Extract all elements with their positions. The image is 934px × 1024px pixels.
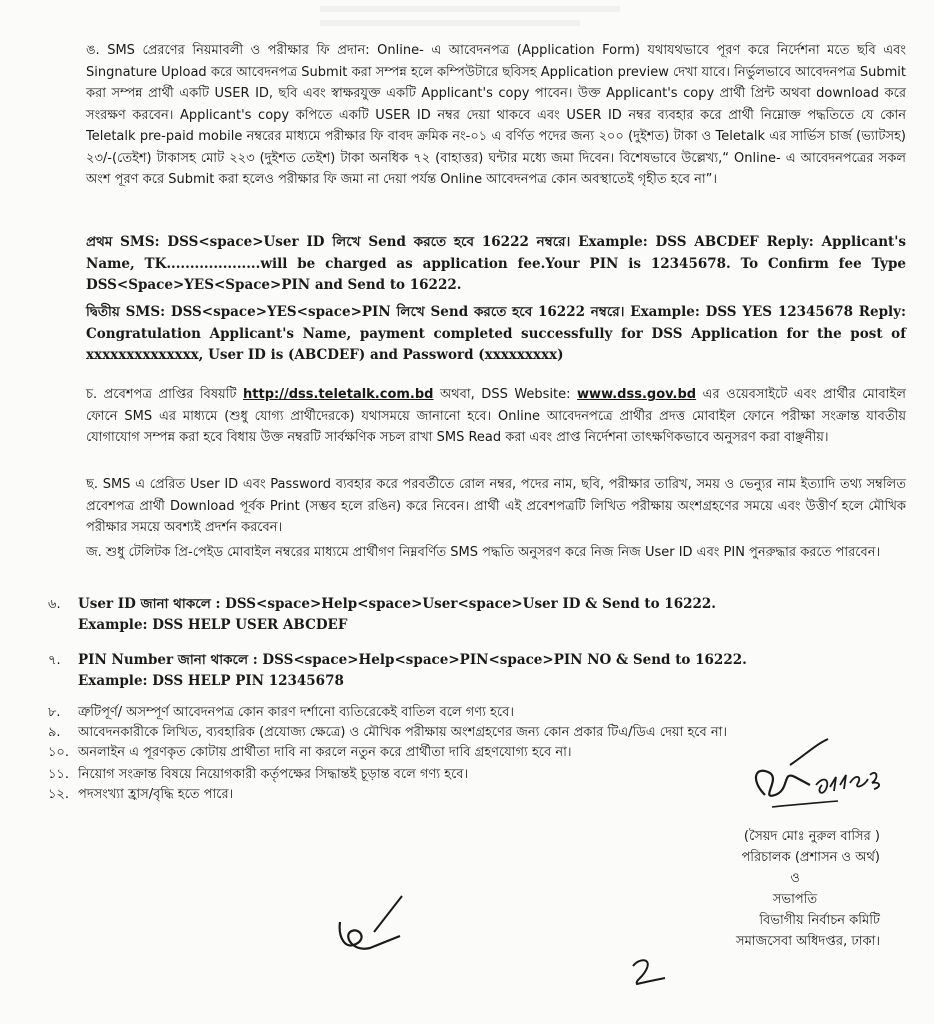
- list-item: ১২. পদসংখ্যা হ্রাস/বৃদ্ধি হতে পারে।: [48, 787, 234, 802]
- list-item: ৯. আবেদনকারীকে লিখিত, ব্যবহারিক (প্রযোজ্য ক্ষেত্রে) ও মৌখিক পরীক্ষায় অংশগ্রহণের জন্য কোন প্রকার টিএ/ডিএ দেয়া হবে না।: [48, 725, 728, 740]
- section-admit-card: [86, 384, 906, 449]
- signatory-committee: বিভাগীয় নির্বাচন কমিটি: [759, 913, 880, 928]
- section-sms-rules: [86, 40, 906, 191]
- handwritten-mark: [625, 950, 675, 990]
- signatory-role: সভাপতি: [772, 892, 818, 907]
- bleed-through: [320, 6, 620, 12]
- handwritten-signature-date: [720, 725, 890, 815]
- signatory-block: [600, 826, 880, 952]
- list-item: ৭. PIN Number জানা থাকলে : DSS<space>Help<space>PIN<space>PIN NO & Send to 16222. Example: DSS HELP PIN 12345678: [48, 652, 747, 689]
- signatory-name: (সৈয়দ মোঃ নুরুল বাসির ): [743, 829, 880, 844]
- paragraph-second-sms: দ্বিতীয় SMS: DSS<space>YES<space>PIN লিখে Send করতে হবে 16222 নম্বরে। Example: DSS YES 12345678 Reply: Congratulation Applicant's Name, payment completed successfully for DSS Application for the post of xxxxxxxxxxxxxx, User ID is (ABCDEF) and Password (xxxxxxxxx): [86, 304, 906, 363]
- paragraph-first-sms: প্রথম SMS: DSS<space>User ID লিখে Send করতে হবে 16222 নম্বরে। Example: DSS ABCDEF Reply: Applicant's Name, TK....................will be charged as application fee.Your PIN is 12345678. To Confirm fee Type DSS<Space>YES<Space>PIN and Send to 16222.: [86, 234, 906, 293]
- section-second-sms: [86, 302, 906, 367]
- signatory-department: সমাজসেবা অধিদপ্তর, ঢাকা।: [736, 934, 880, 949]
- list-item: ৬. User ID জানা থাকলে : DSS<space>Help<space>User<space>User ID & Send to 16222. Example: DSS HELP USER ABCDEF: [48, 596, 716, 633]
- section-pin-recovery: [86, 542, 906, 564]
- paragraph-pin-recovery: জ. শুধু টেলিটক প্রি-পেইড মোবাইল নম্বরের মাধ্যমে প্রার্থীগণ নিম্নবর্ণিত SMS পদ্ধতি অনুসরণ করে নিজ নিজ User ID এবং PIN পুনরুদ্ধার করতে পারবেন।: [86, 545, 881, 560]
- signatory-conjunction: ও: [790, 871, 800, 886]
- handwritten-initial: [330, 892, 420, 962]
- section-first-sms: [86, 232, 906, 297]
- paragraph-sms-rules: ঙ. SMS প্রেরণের নিয়মাবলী ও পরীক্ষার ফি প্রদান: Online- এ আবেদনপত্র (Application Form) যথাযথভাবে পূরণ করে নির্দেশনা মতে ছবি এবং Singnature Upload করে আবেদনপত্র Submit করা সম্পন্ন হলে কম্পিউটারে ছবিসহ Application preview দেখা যাবে। নির্ভুলভাবে আবেদনপত্র Submit করা সম্পন্ন প্রার্থী একটি USER ID, ছবি এবং স্বাক্ষরযুক্ত একটি Applicant's copy পাবেন। উক্ত Applicant's copy প্রার্থী প্রিন্ট অথবা download করে সংরক্ষণ করবেন। Applicant's copy কপিতে একটি USER ID নম্বর দেয়া থাকবে এবং USER ID নম্বর ব্যবহার করে প্রার্থী নিম্নোক্ত পদ্ধতিতে যে কোন Teletalk pre-paid mobile নম্বরের মাধ্যমে পরীক্ষার ফি বাবদ ক্রমিক নং-০১ এ বর্ণিত পদের জন্য ২০০ (দুইশত) টাকা ও Teletalk এর সার্ভিস চার্জ (ভ্যাটসহ) ২৩/-(তেইশ) টাকাসহ মোট ২২৩ (দুইশত তেইশ) টাকা অনধিক ৭২ (বাহাত্তর) ঘন্টার মধ্যে জমা দিবেন। বিশেষভাবে উল্লেখ্য,“ Online- এ আবেদনপত্রের সকল অংশ পূরণ করে Submit করা হলেও পরীক্ষার ফি জমা না দেয়া পর্যন্ত Online আবেদনপত্র কোন অবস্থাতেই গৃহীত হবে না”।: [86, 43, 906, 187]
- signatory-title: পরিচালক (প্রশাসন ও অর্থ): [741, 850, 880, 865]
- dss-website-link[interactable]: www.dss.gov.bd: [577, 387, 697, 402]
- list-item: ১১. নিয়োগ সংক্রান্ত বিষয়ে নিয়োগকারী কর্তৃপক্ষের সিদ্ধান্তই চূড়ান্ত বলে গণ্য হবে।: [48, 767, 469, 782]
- list-item: ১০. অনলাইন এ পূরণকৃত কোটায় প্রার্থীতা দাবি না করলে নতুন করে প্রার্থীতা দাবি গ্রহণযোগ্য হবে না।: [48, 745, 572, 760]
- paragraph-admit-card: চ. প্রবেশপত্র প্রাপ্তির বিষয়টি http://dss.teletalk.com.bd অথবা, DSS Website: www.dss.gov.bd এর ওয়েবসাইটে এবং প্রার্থীর মোবাইল ফোনে SMS এর মাধ্যমে (শুধু যোগ্য প্রার্থীদেরকে) যথাসময়ে জানানো হবে। Online আবেদনপত্রে প্রার্থীর প্রদত্ত মোবাইল ফোনে পরীক্ষা সংক্রান্ত যাবতীয় যোগাযোগ সম্পন্ন করা হবে বিধায় উক্ত নম্বরটি সার্বক্ষণিক সচল রাখা SMS Read করা এবং প্রাপ্ত নির্দেশনা তাৎক্ষণিকভাবে অনুসরণ করা বাঞ্ছনীয়।: [86, 387, 906, 445]
- section-userid-password: [86, 474, 906, 539]
- list-item: ৮. ত্রুটিপূর্ণ/ অসম্পূর্ণ আবেদনপত্র কোন কারণ দর্শানো ব্যতিরেকেই বাতিল বলে গণ্য হবে।: [48, 705, 514, 720]
- bleed-through: [320, 20, 580, 26]
- paragraph-userid-password: ছ. SMS এ প্রেরিত User ID এবং Password ব্যবহার করে পরবর্তীতে রোল নম্বর, পদের নাম, ছবি, পরীক্ষার তারিখ, সময় ও ভেন্যুর নাম ইত্যাদি তথ্য সম্বলিত প্রবেশপত্র প্রার্থী Download পূর্বক Print (সম্ভব হলে রঙিন) করে নিবেন। প্রার্থী এই প্রবেশপত্রটি লিখিত পরীক্ষায় অংশগ্রহণের সময়ে এবং উত্তীর্ণ হলে মৌখিক পরীক্ষার সময়ে অবশ্যই প্রদর্শন করবেন।: [86, 477, 906, 535]
- teletalk-link[interactable]: http://dss.teletalk.com.bd: [243, 387, 434, 402]
